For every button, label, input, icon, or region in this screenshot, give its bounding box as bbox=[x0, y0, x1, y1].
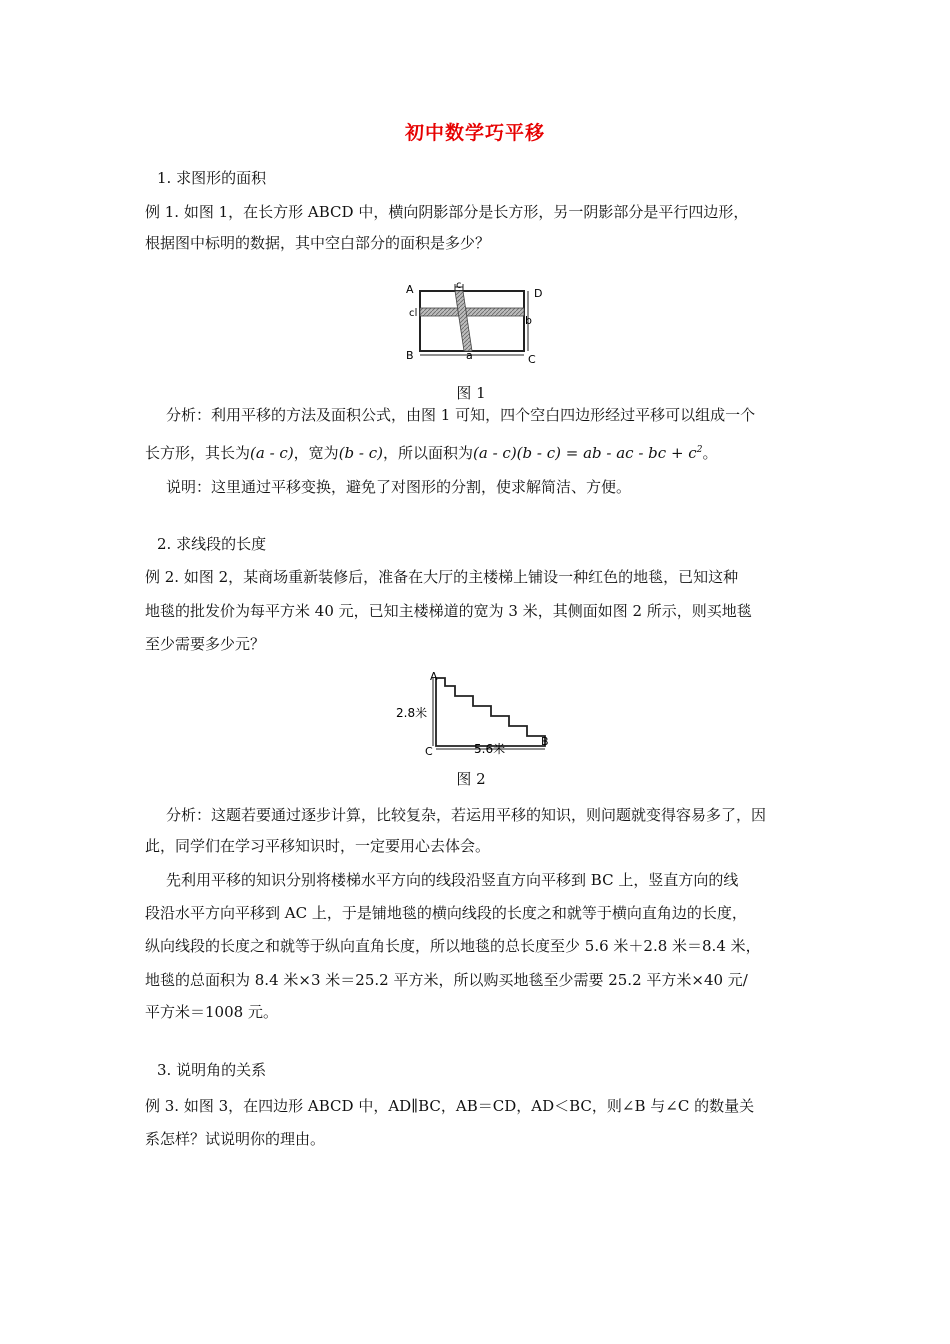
figure2-width-label: 5.6米 bbox=[474, 742, 506, 756]
length-expression: (a - c) bbox=[250, 444, 294, 462]
figure2-label-A: A bbox=[430, 670, 438, 683]
analysis2-line1: 分析：这题若要通过逐步计算，比较复杂，若运用平移的知识，则问题就变得容易多了，因 bbox=[166, 806, 767, 824]
figure1-diagram bbox=[400, 279, 550, 369]
body2-line2: 段沿水平方向平移到 AC 上，于是铺地毯的横向线段的长度之和就等于横向直角边的长度， bbox=[145, 904, 747, 922]
figure1-caption: 图 1 bbox=[456, 384, 486, 402]
example3-line2: 系怎样？试说明你的理由。 bbox=[145, 1130, 326, 1148]
example1-line1: 例 1. 如图 1，在长方形 ABCD 中，横向阴影部分是长方形，另一阴影部分是平行四边形， bbox=[145, 203, 749, 221]
figure2-height-label: 2.8米 bbox=[396, 706, 428, 720]
page-title: 初中数学巧平移 bbox=[404, 122, 545, 144]
figure1-label-B: B bbox=[406, 349, 414, 362]
figure1-label-D: D bbox=[534, 287, 543, 300]
figure1-label-c-left: c bbox=[409, 308, 415, 319]
body2-line5: 平方米＝1008 元。 bbox=[145, 1003, 278, 1021]
analysis1-length-prefix: 长方形，其长为 bbox=[145, 444, 251, 462]
analysis1-line2 bbox=[145, 440, 815, 463]
figure1-label-a: a bbox=[466, 349, 473, 362]
area-expression: (a - c)(b - c) = ab - ac - bc + c bbox=[473, 444, 697, 462]
figure1-label-A: A bbox=[406, 283, 414, 296]
example2-line3: 至少需要多少元？ bbox=[145, 635, 266, 653]
example1-line2: 根据图中标明的数据，其中空白部分的面积是多少？ bbox=[145, 234, 491, 252]
figure2-label-C: C bbox=[425, 745, 433, 758]
body2-line4: 地毯的总面积为 8.4 米×3 米＝25.2 平方米，所以购买地毯至少需要 25.2 平方米×40 元/ bbox=[145, 971, 748, 989]
analysis1-period: 。 bbox=[702, 444, 718, 462]
section2-heading: 2. 求线段的长度 bbox=[157, 535, 267, 553]
figure1-horizontal-band bbox=[420, 308, 524, 316]
section3-heading: 3. 说明角的关系 bbox=[157, 1061, 267, 1079]
example3-line1: 例 3. 如图 3，在四边形 ABCD 中，AD∥BC，AB＝CD，AD＜BC，则∠B 与∠C 的数量关 bbox=[145, 1097, 755, 1115]
figure1-label-C: C bbox=[528, 353, 536, 366]
figure1-label-b: b bbox=[525, 314, 532, 327]
example2-line2: 地毯的批发价为每平方米 40 元，已知主楼梯道的宽为 3 米，其侧面如图 2 所示，则买地毯 bbox=[145, 602, 752, 620]
analysis1-area-prefix: ，所以面积为 bbox=[383, 444, 474, 462]
figure1-label-c-top: c bbox=[456, 280, 462, 291]
example2-line1: 例 2. 如图 2，某商场重新装修后，准备在大厅的主楼梯上铺设一种红色的地毯，已知这种 bbox=[145, 568, 739, 586]
section1-heading: 1. 求图形的面积 bbox=[157, 169, 267, 187]
area-exponent: 2 bbox=[696, 445, 703, 455]
width-expression: (b - c) bbox=[338, 444, 383, 462]
figure2-staircase bbox=[436, 678, 545, 746]
analysis1-width-prefix: ，宽为 bbox=[293, 444, 339, 462]
note1: 说明：这里通过平移变换，避免了对图形的分割，使求解简洁、方便。 bbox=[166, 478, 632, 496]
analysis2-line2: 此，同学们在学习平移知识时，一定要用心去体会。 bbox=[145, 837, 491, 855]
figure1-rectangle bbox=[420, 291, 524, 351]
body2-line3: 纵向线段的长度之和就等于纵向直角长度，所以地毯的总长度至少 5.6 米＋2.8 米＝8.4 米， bbox=[145, 937, 761, 955]
figure2-label-B: B bbox=[541, 735, 549, 748]
figure2-caption: 图 2 bbox=[456, 770, 486, 788]
body2-line1: 先利用平移的知识分别将楼梯水平方向的线段沿竖直方向平移到 BC 上，竖直方向的线 bbox=[166, 871, 739, 889]
figure2-diagram bbox=[392, 670, 562, 762]
analysis1-line1: 分析：利用平移的方法及面积公式，由图 1 可知，四个空白四边形经过平移可以组成一个 bbox=[166, 406, 756, 424]
